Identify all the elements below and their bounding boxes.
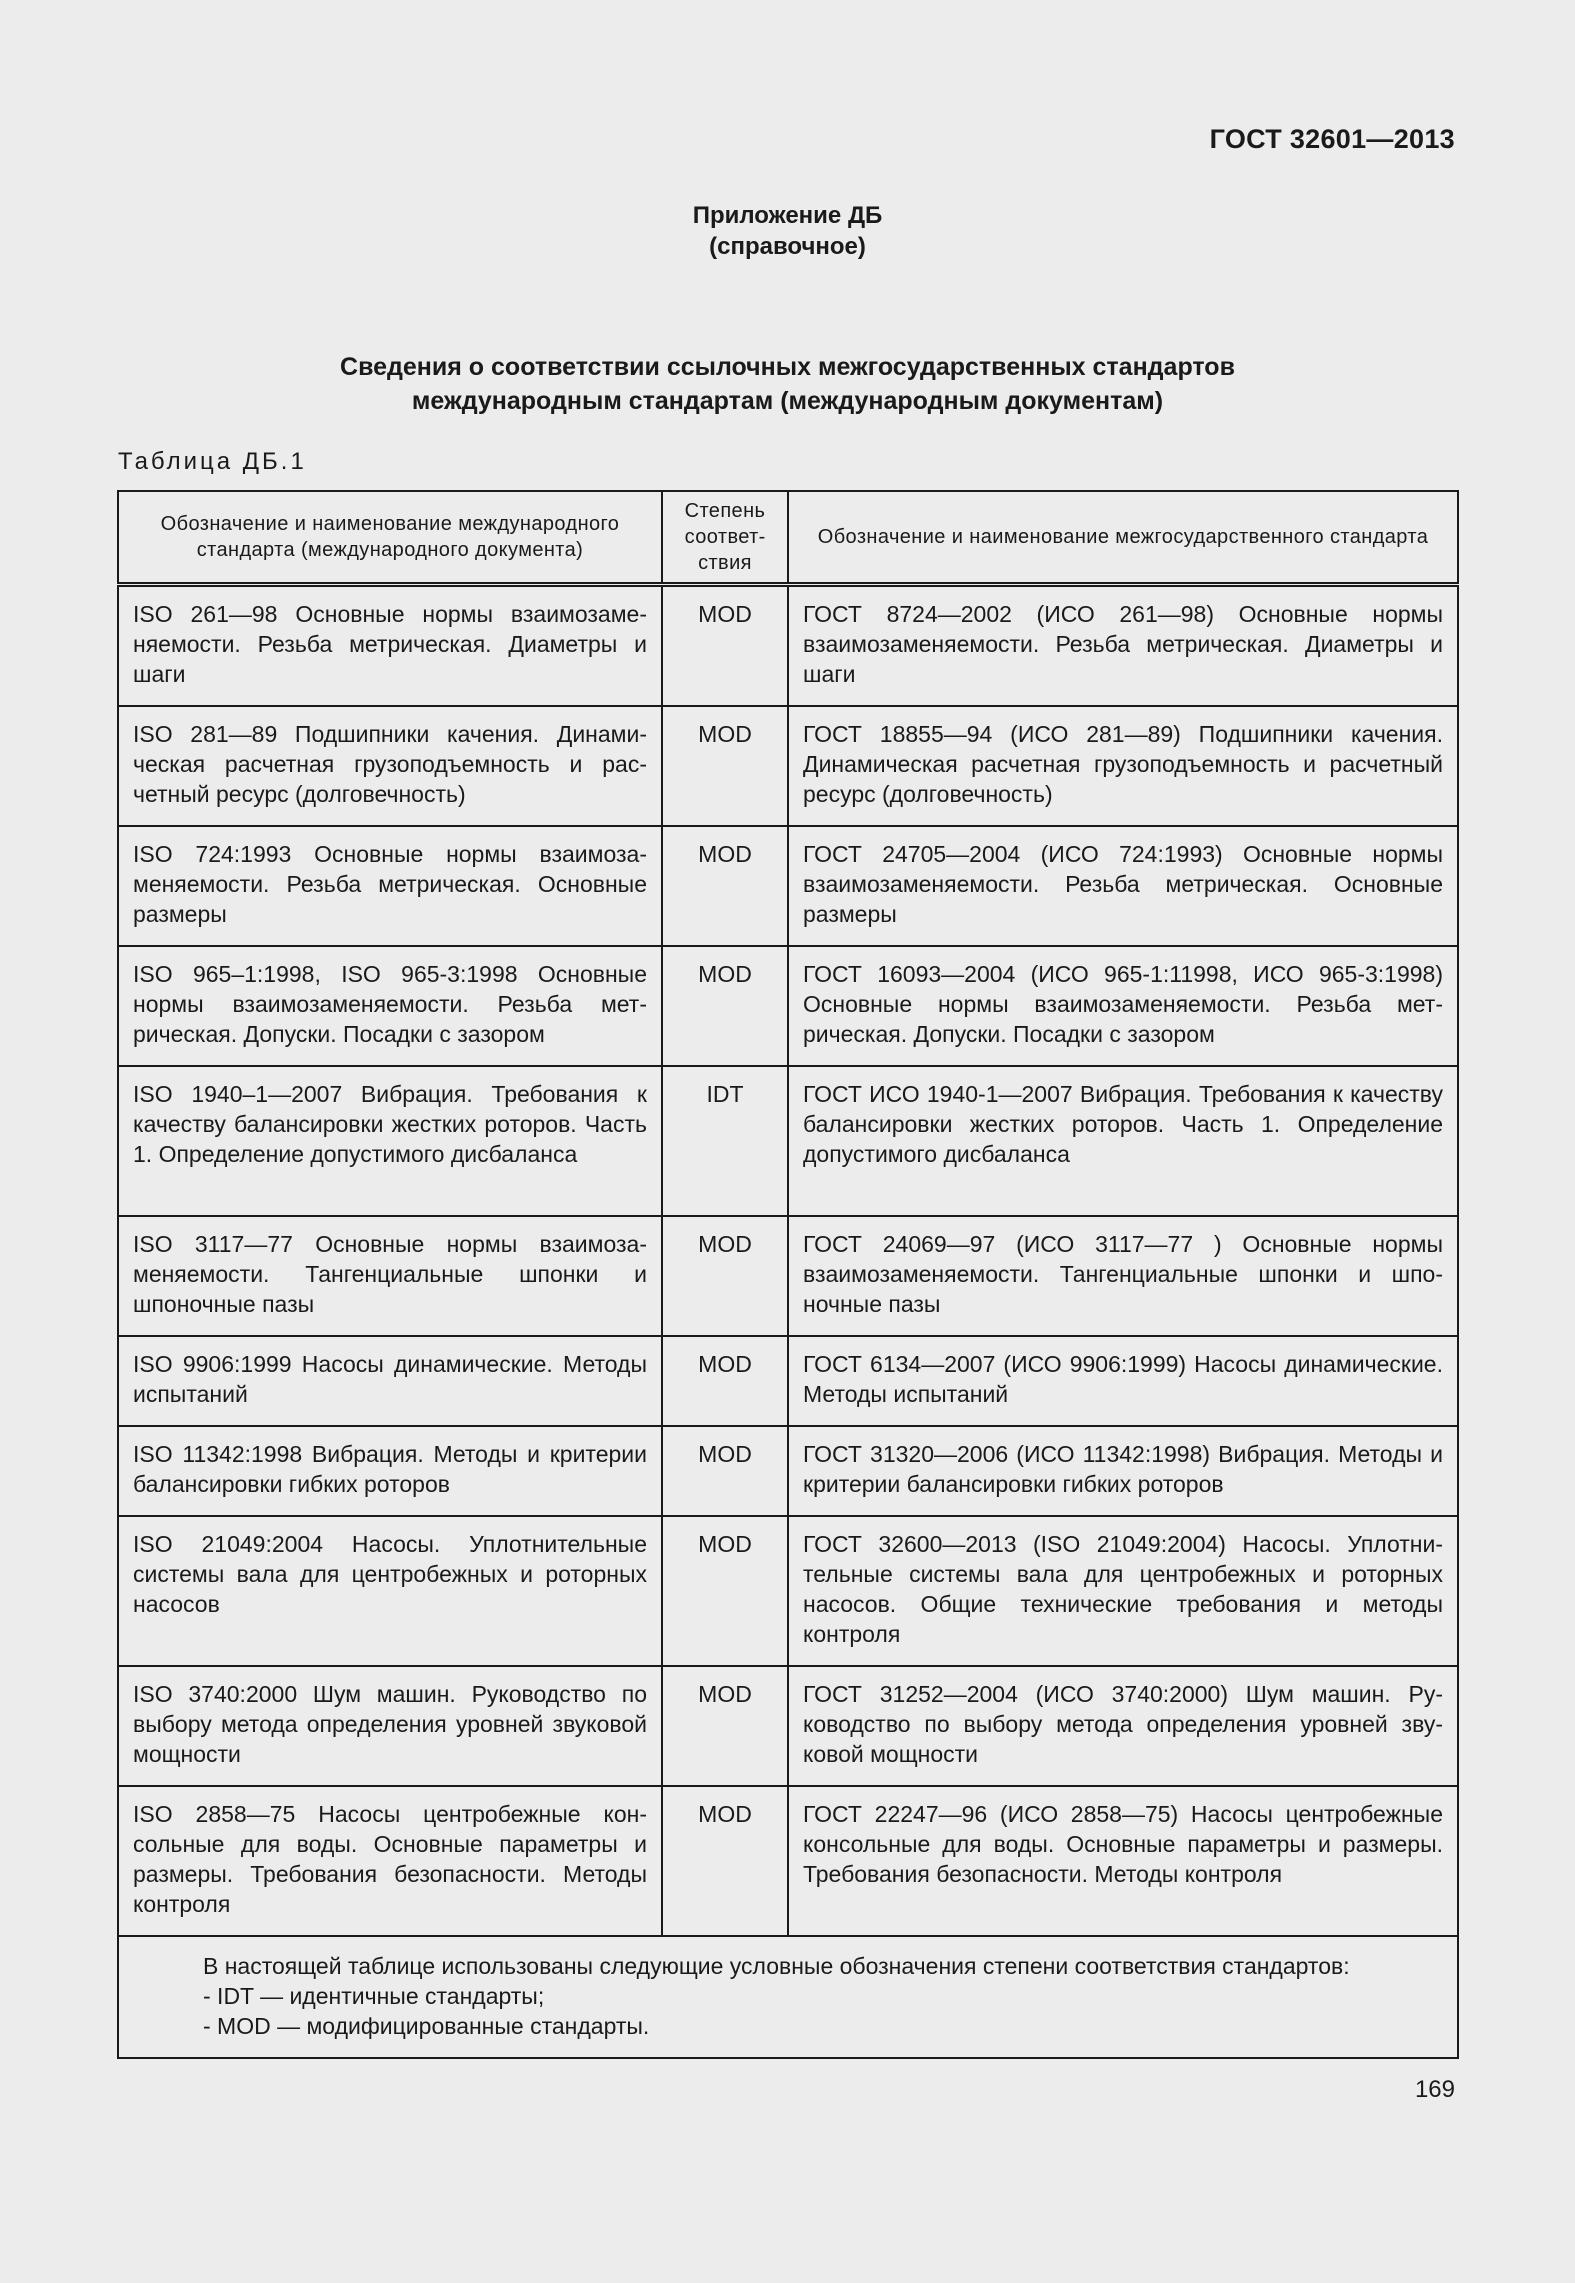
cell-degree: MOD (662, 1786, 788, 1936)
table-note-row (118, 1936, 1458, 2058)
cell-degree: MOD (662, 826, 788, 946)
cell-international: ISO 724:1993 Основные нормы взаимозаменяемости. Резьба метрическая. Основные размеры (118, 826, 662, 946)
cell-interstate: ГОСТ 18855—94 (ИСО 281—89) Подшипники качения. Динамическая расчетная грузоподъемность и расчетный ресурс (долговечность) (788, 706, 1458, 826)
cell-international: ISO 3117—77 Основные нормы взаимозаменяемости. Тангенциальные шпонки и шпоночные пазы (118, 1216, 662, 1336)
cell-interstate: ГОСТ 22247—96 (ИСО 2858—75) Насосы центробежные консольные для воды. Основные параметры и размеры. Требования безопасности. Методы контроля (788, 1786, 1458, 1936)
cell-degree: MOD (662, 1426, 788, 1516)
cell-degree: MOD (662, 706, 788, 826)
table-row (118, 946, 1458, 1066)
header-degree: Степень соответствия (662, 491, 788, 585)
table-note (118, 1936, 1458, 2058)
table-row (118, 1336, 1458, 1426)
cell-international: ISO 261—98 Основные нормы взаимозаменяемости. Резьба метрическая. Диаметры и шаги (118, 585, 662, 707)
cell-interstate: ГОСТ 8724—2002 (ИСО 261—98) Основные нормы взаимозаменяемости. Резьба метрическая. Диаметры и шаги (788, 585, 1458, 707)
cell-degree: MOD (662, 1516, 788, 1666)
cell-interstate: ГОСТ 6134—2007 (ИСО 9906:1999) Насосы динамические. Методы испытаний (788, 1336, 1458, 1426)
cell-degree: MOD (662, 1216, 788, 1336)
cell-international: ISO 2858—75 Насосы центробежные консольные для воды. Основные параметры и размеры. Требования безопасности. Методы контроля (118, 1786, 662, 1936)
cell-interstate: ГОСТ 24069—97 (ИСО 3117—77 ) Основные нормы взаимозаменяемости. Тангенциальные шпонки и шпоночные пазы (788, 1216, 1458, 1336)
table-row (118, 706, 1458, 826)
header-interstate: Обозначение и наименование межгосударственного стандарта (788, 491, 1458, 585)
table-header-row (118, 491, 1458, 585)
cell-international: ISO 281—89 Подшипники качения. Динамическая расчетная грузоподъемность и расчетный ресурс (долговечность) (118, 706, 662, 826)
cell-interstate: ГОСТ 31252—2004 (ИСО 3740:2000) Шум машин. Руководство по выбору метода определения уровней звуковой мощности (788, 1666, 1458, 1786)
table-row (118, 1066, 1458, 1216)
cell-international: ISO 1940–1—2007 Вибрация. Требования к качеству балансировки жестких роторов. Часть 1. Определение допустимого дисбаланса (118, 1066, 662, 1216)
appendix-subtitle: (справочное) (709, 233, 866, 260)
note-intro: В настоящей таблице использованы следующие условные обозначения степени соответствия стандартов: (203, 1953, 1350, 1979)
cell-international: ISO 965–1:1998, ISO 965-3:1998 Основные нормы взаимозаменяемости. Резьба метрическая. Допуски. Посадки с зазором (118, 946, 662, 1066)
table-label: Таблица ДБ.1 (118, 448, 307, 475)
cell-degree: MOD (662, 585, 788, 707)
section-title-line-1: Сведения о соответствии ссылочных межгосударственных стандартов (340, 353, 1235, 381)
cell-interstate: ГОСТ 24705—2004 (ИСО 724:1993) Основные нормы взаимозаменяемости. Резьба метрическая. Основные размеры (788, 826, 1458, 946)
cell-international: ISO 21049:2004 Насосы. Уплотнительные системы вала для центробежных и роторных насосов (118, 1516, 662, 1666)
cell-interstate: ГОСТ 16093—2004 (ИСО 965-1:11998, ИСО 965-3:1998) Основные нормы взаимозаменяемости. Резьба метрическая. Допуски. Посадки с зазором (788, 946, 1458, 1066)
cell-degree: MOD (662, 946, 788, 1066)
table-row (118, 1516, 1458, 1666)
document-number: ГОСТ 32601—2013 (1209, 124, 1455, 154)
table-row (118, 1786, 1458, 1936)
appendix-title: Приложение ДБ (692, 202, 883, 229)
cell-degree: MOD (662, 1336, 788, 1426)
cell-interstate: ГОСТ ИСО 1940-1—2007 Вибрация. Требования к качеству балансировки жестких роторов. Часть 1. Определение допустимого дисбаланса (788, 1066, 1458, 1216)
section-title-line-2: международным стандартам (международным документам) (411, 387, 1164, 415)
cell-interstate: ГОСТ 32600—2013 (ISO 21049:2004) Насосы. Уплотнительные системы вала для центробежных и роторных насосов. Общие технические требования и методы контроля (788, 1516, 1458, 1666)
cell-international: ISO 11342:1998 Вибрация. Методы и критерии балансировки гибких роторов (118, 1426, 662, 1516)
note-idt: - IDT — идентичные стандарты; (203, 1983, 545, 2009)
cell-international: ISO 3740:2000 Шум машин. Руководство по выбору метода определения уровней звуковой мощности (118, 1666, 662, 1786)
table-row (118, 826, 1458, 946)
page-number: 169 (1414, 2076, 1455, 2103)
table-row (118, 585, 1458, 707)
section-title (0, 350, 1575, 418)
cell-interstate: ГОСТ 31320—2006 (ИСО 11342:1998) Вибрация. Методы и критерии балансировки гибких роторов (788, 1426, 1458, 1516)
cell-degree: IDT (662, 1066, 788, 1216)
appendix-heading (0, 200, 1575, 262)
cell-degree: MOD (662, 1666, 788, 1786)
note-mod: - MOD — модифицированные стандарты. (203, 2013, 650, 2039)
correspondence-table (117, 490, 1459, 2059)
table-row (118, 1426, 1458, 1516)
table-row (118, 1666, 1458, 1786)
header-international: Обозначение и наименование международного стандарта (международного документа) (118, 491, 662, 585)
table-row (118, 1216, 1458, 1336)
cell-international: ISO 9906:1999 Насосы динамические. Методы испытаний (118, 1336, 662, 1426)
